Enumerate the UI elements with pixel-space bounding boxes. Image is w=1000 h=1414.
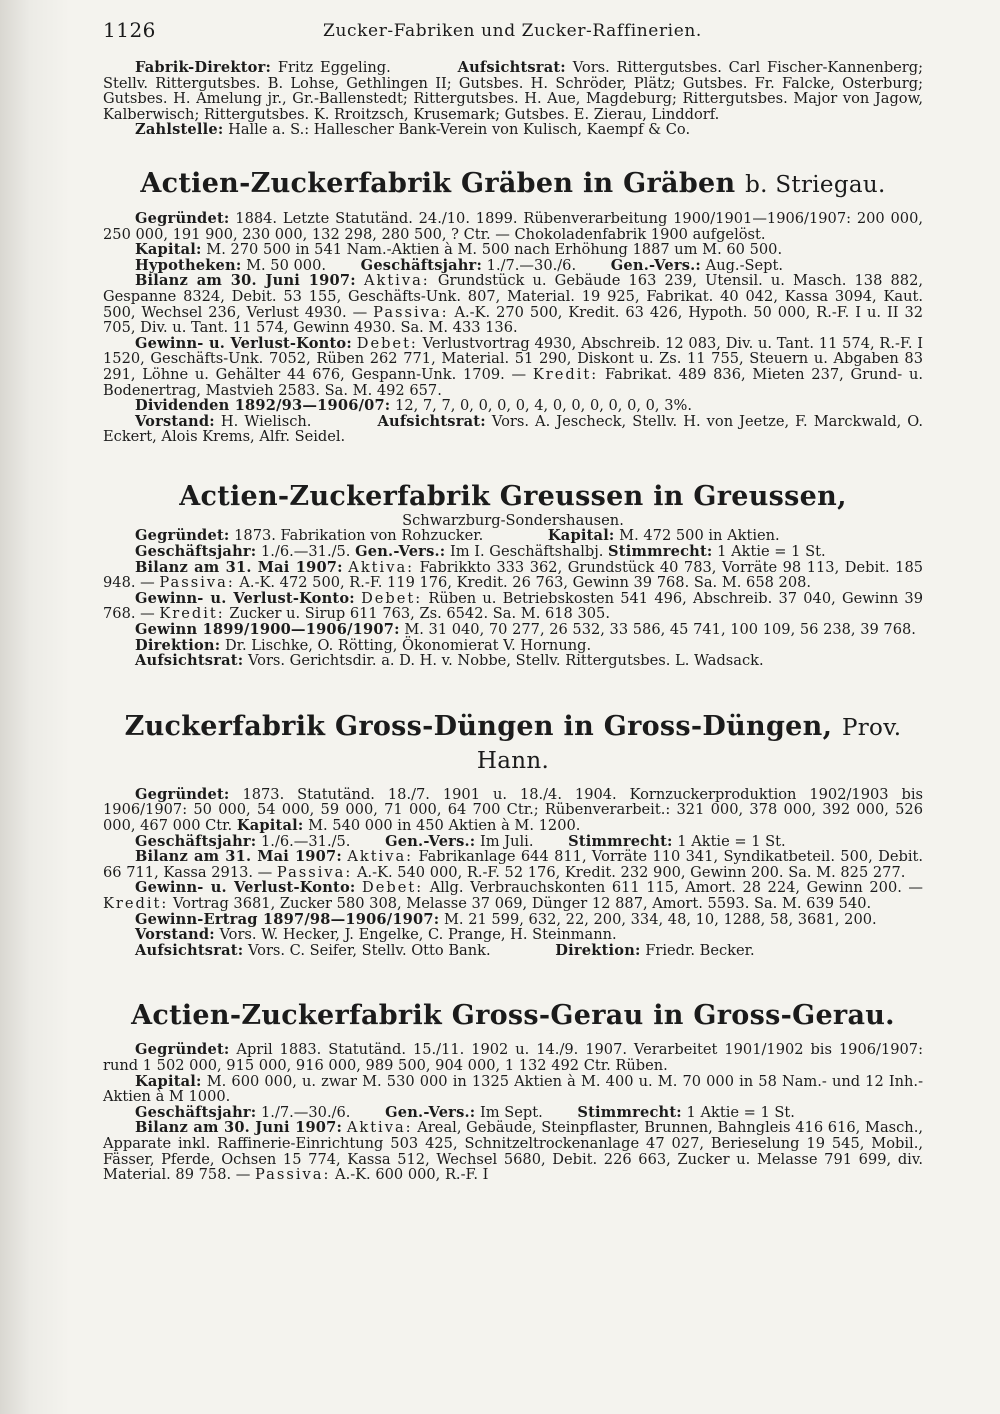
dividends: Dividenden 1892/93—1906/07: 12, 7, 7, 0, 0, 0, 0, 4, 0, 0, 0, 0, 0, 0, 3%. xyxy=(135,397,693,415)
supervisory-board: Aufsichtsrat: Vors. Gerichtsdir. a. D. H. v. Nobbe, Stellv. Rittergutsbes. L. Wadsack. xyxy=(135,652,764,670)
balance-sheet: Bilanz am 31. Mai 1907: Aktiva: Fabrikanlage 644 811, Vorräte 110 341, Syndikatbeteil. 500, Debit. 66 711, Kassa 2913. — Passiva: A.-K. 540 000, R.-F. 52 176, Kredit. 232 900, Gewinn 200. Sa. M. 825 277. xyxy=(103,848,923,881)
mortgages-fiscal-year: Hypotheken: M. 50 000. Geschäftsjahr: 1./7.—30./6. Gen.-Vers.: Aug.-Sept. xyxy=(135,256,783,274)
founded: Gegründet: April 1883. Statutänd. 15./11. 1902 u. 14./9. 1907. Verarbeitet 1901/1902 bis 1906/1907: rund 1 502 000, 915 000, 916 000, 989 500, 904 000, 1 132 492 Ctr. Rüben. xyxy=(103,1041,924,1074)
capital: Kapital: M. 270 500 in 541 Nam.-Aktien à M. 500 nach Erhöhung 1887 um M. 60 500. xyxy=(135,241,783,259)
fiscal-year: Geschäftsjahr: 1./6.—31./5. Gen.-Vers.: Im Juli. Stimmrecht: 1 Aktie = 1 St. xyxy=(135,832,786,850)
founded: Gegründet: 1884. Letzte Statutänd. 24./10. 1899. Rübenverarbeitung 1900/1901—1906/1907: 200 000, 250 000, 191 900, 230 000, 132 298, 280 500, ? Ctr. — Chokoladenfabrik 1900 aufgelöst. xyxy=(103,209,923,243)
company-entry-gross-gerau xyxy=(103,1000,923,1182)
company-title: Actien-Zuckerfabrik Gross-Gerau in Gross-Gerau. xyxy=(131,1000,895,1032)
balance-sheet: Bilanz am 31. Mai 1907: Aktiva: Fabrikkto 333 362, Grundstück 40 783, Vorräte 98 113, Debit. 185 948. — Passiva: A.-K. 472 500, R.-F. 119 176, Kredit. 26 763, Gewinn 39 768. Sa. M. 658 208. xyxy=(103,558,924,592)
balance-sheet: Bilanz am 30. Juni 1907: Aktiva: Grundstück u. Gebäude 163 239, Utensil. u. Masch. 138 882, Gespanne 8324, Debit. 53 155, Geschäfts-Unk. 807, Material. 19 925, Fabrikat. 40 042, Kassa 3094, Kaut. 500, Wechsel 236, Verlust 4930. — Passiva: A.-K. 270 500, Kredit. 63 426, Hypoth. 50 000, R.-F. I u. II 32 705, Div. u. Tant. 11 574, Gewinn 4930. Sa. M. 433 136. xyxy=(103,272,924,337)
company-entry-gross-duengen xyxy=(103,711,923,959)
profit-history: Gewinn-Ertrag 1897/98—1906/1907: M. 21 599, 632, 22, 200, 334, 48, 10, 1288, 58, 3681, 200. xyxy=(135,910,877,928)
supervisory-board: Aufsichtsrat: Vors. C. Seifer, Stellv. Otto Bank. Direktion: Friedr. Becker. xyxy=(135,941,755,959)
top-board-paragraph: Fabrik-Direktor: Fritz Eggeling. Aufsichtsrat: Vors. Rittergutsbes. Carl Fischer-Kannenberg; Stellv. Rittergutsbes. B. Lohse, Gethlingen II; Gutsbes. H. Schröder, Plätz; Gutsbes. Fr. Falcke, Osterburg; Gutsbes. H. Amelung jr., Gr.-Ballenstedt; Rittergutsbes. H. Aue, Magdeburg; Rittergutsbes. Major von Jagow, Kalberwisch; Rittergutsbes. K. Rroitzsch, Krusemark; Gutsbes. E. Zierau, Linddorf. xyxy=(103,59,924,123)
board: Vorstand: H. Wielisch. Aufsichtsrat: Vors. A. Jescheck, Stellv. H. von Jeetze, F. Marckwald, O. Eckert, Alois Krems, Alfr. Seidel. xyxy=(103,412,924,446)
page-content xyxy=(103,60,923,1183)
board: Vorstand: Vors. W. Hecker, J. Engelke, C. Prange, H. Steinmann. xyxy=(135,926,617,944)
page-number: 1126 xyxy=(103,18,156,42)
top-payment-office: Zahlstelle: Halle a. S.: Hallescher Bank-Verein von Kulisch, Kaempf & Co. xyxy=(135,121,691,139)
profit-loss-account: Gewinn- u. Verlust-Konto: Debet: Allg. Verbrauchskonten 611 115, Amort. 28 224, Gewinn 200. — Kredit: Vortrag 3681, Zucker 580 308, Melasse 37 069, Dünger 12 887, Amort. 5593. Sa. M. 639 540. xyxy=(103,879,923,912)
profit-loss-account: Gewinn- u. Verlust-Konto: Debet: Rüben u. Betriebskosten 541 496, Abschreib. 37 040, Gewinn 39 768. — Kredit: Zucker u. Sirup 611 763, Zs. 6542. Sa. M. 618 305. xyxy=(103,589,924,623)
company-subtitle: Schwarzburg-Sondershausen. xyxy=(402,511,624,529)
company-entry-graeben xyxy=(103,168,923,445)
profit-loss-account: Gewinn- u. Verlust-Konto: Debet: Verlustvortrag 4930, Abschreib. 12 083, Div. u. Tant. 11 574, R.-F. I 1520, Geschäfts-Unk. 7052, Rüben 262 771, Material. 51 290, Diskont u. Zs. 11 755, Steuern u. Abgaben 83 291, Löhne u. Gehälter 44 676, Gespann-Unk. 1709. — Kredit: Fabrikat. 489 836, Mieten 237, Grund- u. Bodenertrag, Mastvieh 2583. Sa. M. 492 657. xyxy=(103,334,924,399)
running-title: Zucker-Fabriken und Zucker-Raffinerien. xyxy=(323,21,702,41)
company-title: Actien-Zuckerfabrik Gräben in Gräben b. Striegau. xyxy=(140,167,886,199)
profit-history: Gewinn 1899/1900—1906/1907: M. 31 040, 70 277, 26 532, 33 586, 45 741, 100 109, 56 238, 39 768. xyxy=(135,621,916,639)
fiscal-year: Geschäftsjahr: 1./7.—30./6. Gen.-Vers.: Im Sept. Stimmrecht: 1 Aktie = 1 St. xyxy=(135,1103,795,1121)
founded-capital: Gegründet: 1873. Fabrikation von Rohzucker. Kapital: M. 472 500 in Aktien. xyxy=(135,527,780,545)
company-title: Actien-Zuckerfabrik Greussen in Greussen, xyxy=(179,480,847,512)
page-header xyxy=(103,18,922,44)
capital: Kapital: M. 600 000, u. zwar M. 530 000 in 1325 Aktien à M. 400 u. M. 70 000 in 58 Nam.- und 12 Inh.-Aktien à M 1000. xyxy=(103,1072,923,1106)
management: Direktion: Dr. Lischke, O. Rötting, Ökonomierat V. Hornung. xyxy=(135,636,592,654)
founded: Gegründet: 1873. Statutänd. 18./7. 1901 u. 18./4. 1904. Kornzuckerproduktion 1902/1903 bis 1906/1907: 50 000, 54 000, 59 000, 71 000, 64 700 Ctr.; Rübenverarbeit.: 321 000, 378 000, 392 000, 526 000, 467 000 Ctr. Kapital: M. 540 000 in 450 Aktien à M. 1200. xyxy=(103,785,923,834)
fiscal-year: Geschäftsjahr: 1./6.—31./5. Gen.-Vers.: Im I. Geschäftshalbj. Stimmrecht: 1 Aktie = 1 St. xyxy=(135,543,826,561)
balance-sheet: Bilanz am 30. Juni 1907: Aktiva: Areal, Gebäude, Steinpflaster, Brunnen, Bahngleis 416 616, Masch., Apparate inkl. Raffinerie-Einrichtung 503 425, Schnitzeltrockenanlage 47 027, Berieselung 19 545, Mobil., Fässer, Pferde, Ochsen 15 774, Kassa 512, Wechsel 5680, Debit. 226 663, Zucker u. Melasse 791 699, div. Material. 89 758. — Passiva: A.-K. 600 000, R.-F. I xyxy=(103,1119,923,1184)
company-title: Zuckerfabrik Gross-Düngen in Gross-Düngen, Prov. Hann. xyxy=(124,710,902,774)
company-entry-greussen xyxy=(103,481,923,669)
